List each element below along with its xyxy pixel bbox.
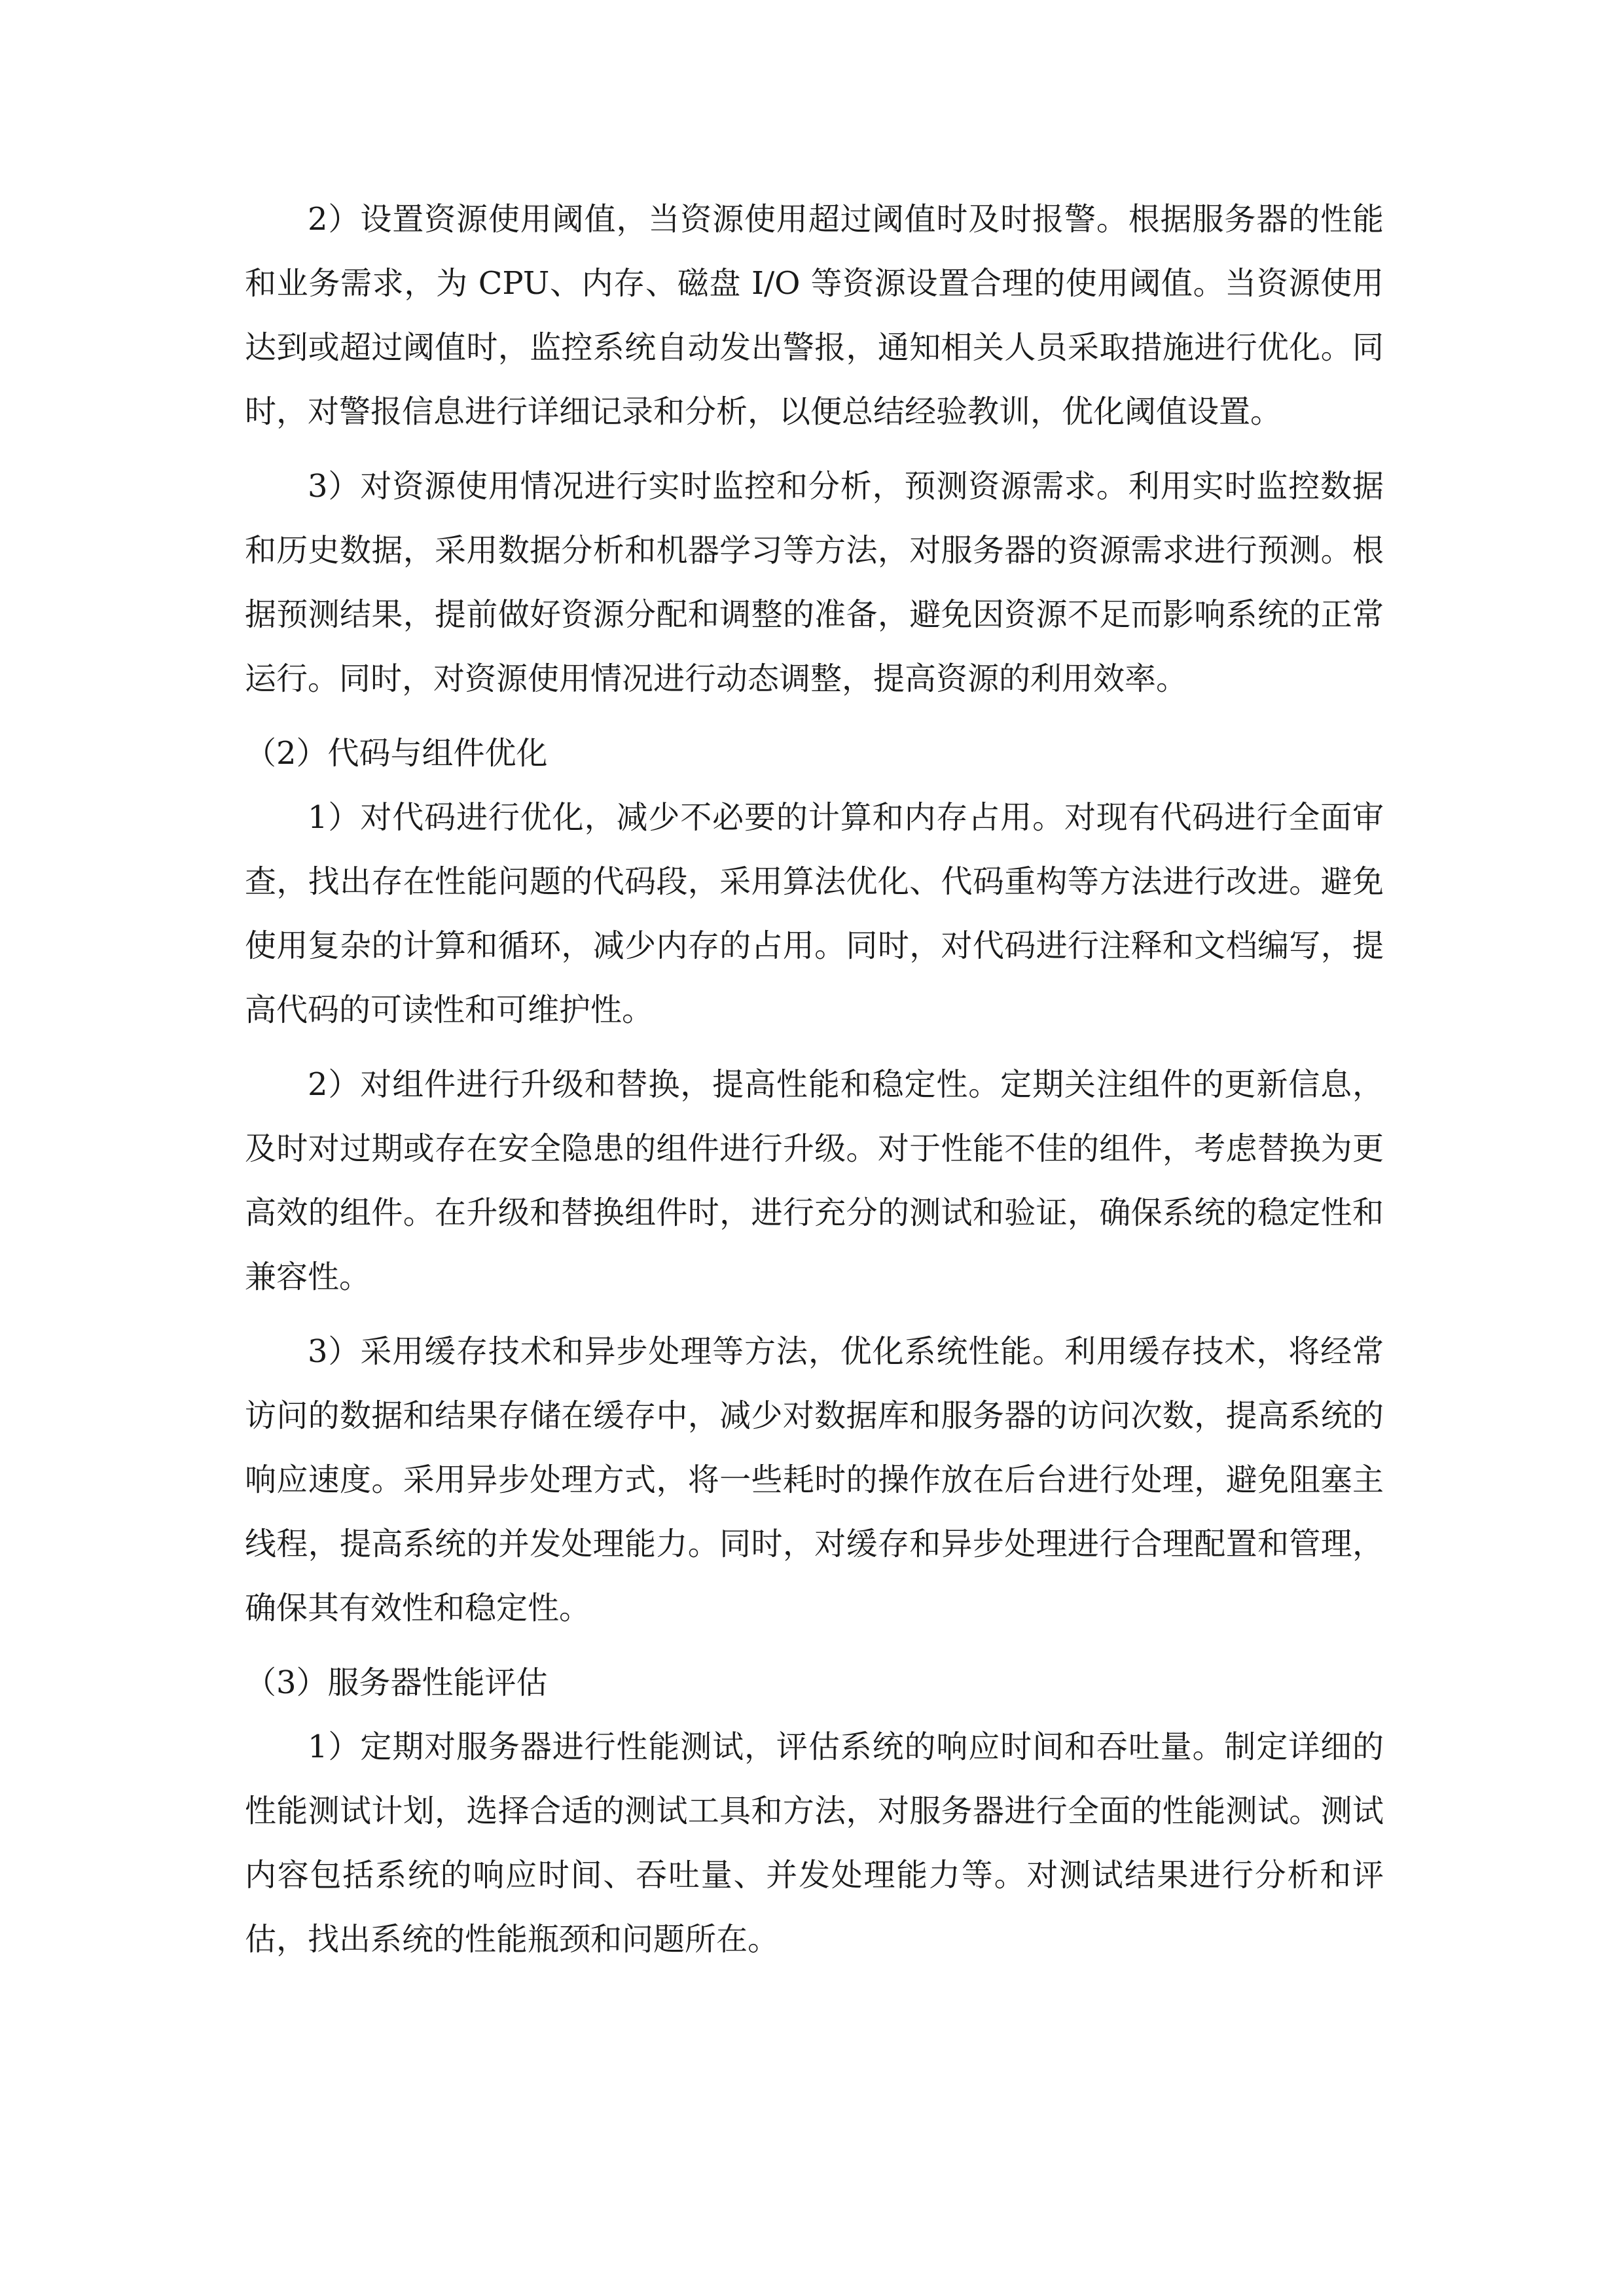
- section-heading-performance-evaluation: （3）服务器性能评估: [245, 1664, 548, 1701]
- paragraph-resource-threshold: 2）设置资源使用阈值，当资源使用超过阈值时及时报警。根据服务器的性能和业务需求，为 CPU、内存、磁盘 I/O 等资源设置合理的使用阈值。当资源使用达到或超过阈值时，监控系统自动发出警报，通知相关人员采取措施进行优化。同时，对警报信息进行详细记录和分析，以便总结经验教训，优化阈值设置。: [245, 201, 1384, 430]
- paragraph-cache-async: 3）采用缓存技术和异步处理等方法，优化系统性能。利用缓存技术，将经常访问的数据和结果存储在缓存中，减少对数据库和服务器的访问次数，提高系统的响应速度。采用异步处理方式，将一些耗时的操作放在后台进行处理，避免阻塞主线程，提高系统的并发处理能力。同时，对缓存和异步处理进行合理配置和管理，确保其有效性和稳定性。: [245, 1333, 1384, 1626]
- document-body: [245, 187, 1384, 1982]
- paragraph-resource-monitoring: 3）对资源使用情况进行实时监控和分析，预测资源需求。利用实时监控数据和历史数据，采用数据分析和机器学习等方法，对服务器的资源需求进行预测。根据预测结果，提前做好资源分配和调整的准备，避免因资源不足而影响系统的正常运行。同时，对资源使用情况进行动态调整，提高资源的利用效率。: [245, 468, 1384, 697]
- section-heading-code-optimization: （2）代码与组件优化: [245, 735, 548, 772]
- paragraph-performance-testing: 1）定期对服务器进行性能测试，评估系统的响应时间和吞吐量。制定详细的性能测试计划，选择合适的测试工具和方法，对服务器进行全面的性能测试。测试内容包括系统的响应时间、吞吐量、并发处理能力等。对测试结果进行分析和评估，找出系统的性能瓶颈和问题所在。: [245, 1729, 1384, 1958]
- paragraph-component-upgrade: 2）对组件进行升级和替换，提高性能和稳定性。定期关注组件的更新信息，及时对过期或存在安全隐患的组件进行升级。对于性能不佳的组件，考虑替换为更高效的组件。在升级和替换组件时，进行充分的测试和验证，确保系统的稳定性和兼容性。: [245, 1066, 1384, 1295]
- paragraph-code-optimization: 1）对代码进行优化，减少不必要的计算和内存占用。对现有代码进行全面审查，找出存在性能问题的代码段，采用算法优化、代码重构等方法进行改进。避免使用复杂的计算和循环，减少内存的占用。同时，对代码进行注释和文档编写，提高代码的可读性和可维护性。: [245, 799, 1384, 1028]
